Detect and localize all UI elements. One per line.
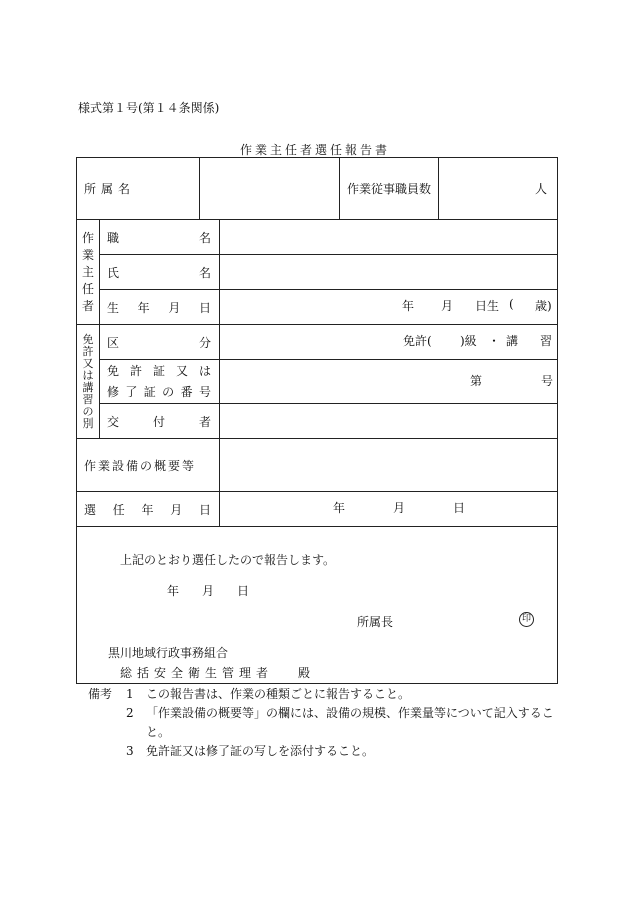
- report-date-day: 日: [237, 584, 250, 598]
- recipient-title: 総括安全衛生管理者: [120, 666, 274, 680]
- name-input[interactable]: [220, 255, 558, 290]
- note-item: 3 免許証又は修了証の写しを添付すること。: [126, 744, 375, 758]
- appointment-date-input[interactable]: 年 月 日: [220, 492, 558, 527]
- report-statement: 上記のとおり選任したので報告します。: [120, 553, 336, 567]
- name-label: 氏 名: [100, 255, 220, 290]
- category-input[interactable]: 免許( )級 ・ 講 習: [220, 325, 558, 360]
- supervisor-group-label: 作 業 主 任 者: [77, 220, 100, 325]
- department-head-label: 所属長: [357, 615, 394, 629]
- note-item: 2 「作業設備の概要等」の欄には、設備の規模、作業量等について記入すること。: [126, 706, 554, 739]
- equipment-label: 作業設備の概要等: [84, 458, 197, 473]
- affiliation-input[interactable]: [200, 158, 340, 220]
- workers-unit: 人: [534, 182, 547, 196]
- workers-label-cell: [340, 158, 439, 220]
- issuer-label: 交 付 者: [100, 404, 220, 439]
- organization-name: 黒川地域行政事務組合: [108, 646, 229, 660]
- report-date-year: 年: [167, 584, 180, 598]
- report-form-table: [76, 157, 558, 684]
- notes-heading: 備考: [88, 687, 113, 701]
- birthdate-input[interactable]: 年 月 日生 ( 歳): [220, 290, 558, 325]
- document-title: 作業主任者選任報告書: [239, 143, 390, 157]
- report-section: [77, 527, 558, 684]
- affiliation-label-cell: [77, 158, 200, 220]
- appointment-date-label: 選 任 年 月 日: [77, 492, 220, 527]
- position-input[interactable]: [220, 220, 558, 255]
- certificate-number-label: 免 許 証 又 は 修 了 証 の 番 号: [100, 360, 220, 404]
- note-item: 備考 1 この報告書は、作業の種類ごとに報告すること。: [88, 685, 566, 704]
- workers-count-label: 作業従事職員数: [347, 182, 432, 196]
- honorific: 殿: [298, 666, 311, 680]
- report-date-month: 月: [202, 584, 215, 598]
- birthdate-label: 生 年 月 日: [100, 290, 220, 325]
- seal-mark-icon: 印: [519, 612, 534, 627]
- position-label: 職 名: [100, 220, 220, 255]
- category-label: 区 分: [100, 325, 220, 360]
- form-number: 様式第１号(第１４条関係): [78, 101, 220, 115]
- certificate-number-input[interactable]: 第 号: [220, 360, 558, 404]
- workers-count-input[interactable]: [439, 158, 558, 220]
- notes-section: [88, 685, 566, 761]
- equipment-input[interactable]: [220, 439, 558, 492]
- equipment-label-cell: [77, 439, 220, 492]
- issuer-input[interactable]: [220, 404, 558, 439]
- license-group-label: 免 許 又 は 講 習 の 別: [77, 325, 100, 439]
- affiliation-label: 所属名: [84, 182, 136, 196]
